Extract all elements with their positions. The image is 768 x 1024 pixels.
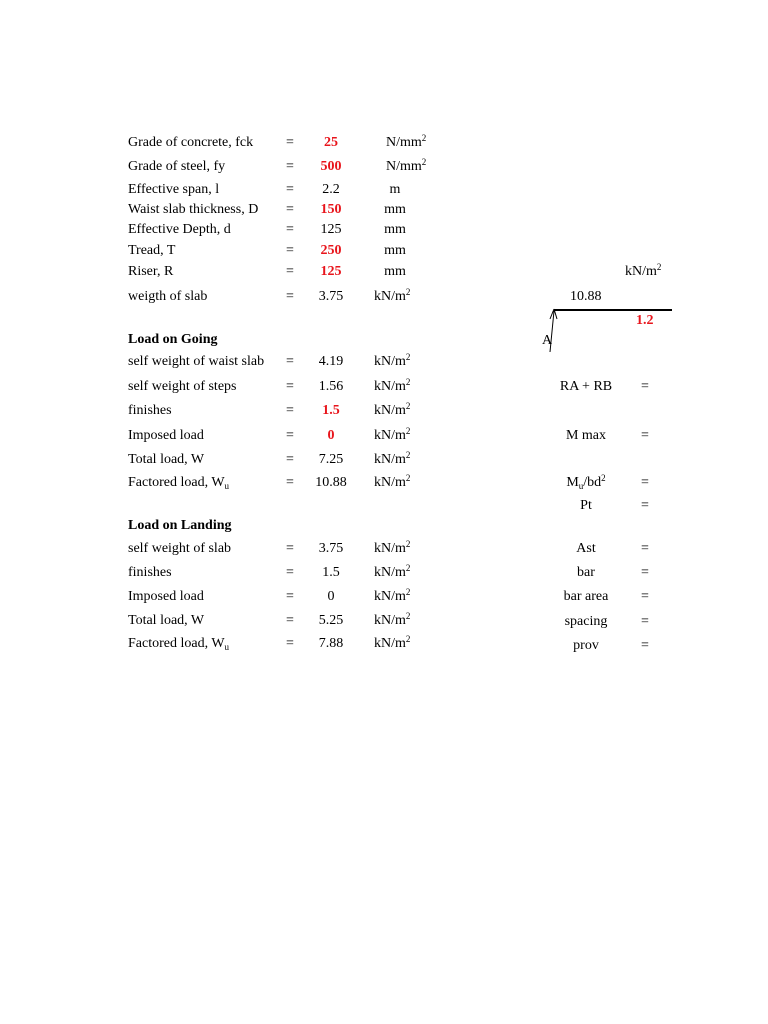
value-imposed-load[interactable]: 0 xyxy=(327,428,335,443)
equals-sign: = xyxy=(286,354,294,369)
value-factored-load[interactable]: 10.88 xyxy=(315,475,347,490)
equals-sign: = xyxy=(641,614,649,629)
equals-sign: = xyxy=(286,613,294,628)
unit-cell: $kN/m^2$ xyxy=(374,401,411,418)
label-bar-area: bar area xyxy=(563,589,609,604)
equals-sign: = xyxy=(641,638,649,653)
label-riser: Riser, R xyxy=(128,264,174,279)
table-row xyxy=(0,450,768,470)
unit-cell: $kN/m^2$ xyxy=(374,539,411,556)
unit-tread: mm xyxy=(384,243,406,258)
equals-sign: = xyxy=(286,589,294,604)
value-total-load[interactable]: 5.25 xyxy=(318,613,344,628)
equals-sign: = xyxy=(286,379,294,394)
unit-cell: $kN/m^2$ xyxy=(374,563,411,580)
equals-sign: = xyxy=(286,159,294,174)
result-row-bar-area xyxy=(0,587,768,607)
label-m-max: M max xyxy=(565,428,607,443)
support-label-a: A xyxy=(542,333,553,348)
value-total-load[interactable]: 7.25 xyxy=(318,452,344,467)
label-prov: prov xyxy=(573,638,599,653)
label-self-weight-waist-slab: self weight of waist slab xyxy=(128,354,265,369)
diagram-load-value: 10.88 xyxy=(570,289,602,304)
value-effective-depth[interactable]: 125 xyxy=(320,222,342,237)
label-pt: Pt xyxy=(580,498,592,513)
unit-riser: mm xyxy=(384,264,406,279)
equals-sign: = xyxy=(286,403,294,418)
equals-sign: = xyxy=(286,565,294,580)
label-spacing: spacing xyxy=(564,614,608,629)
row-grade-of-steel xyxy=(0,157,768,177)
label-weight-of-slab: weigth of slab xyxy=(128,289,208,304)
unit-cell: $kN/m^2$ xyxy=(374,634,411,651)
equals-sign: = xyxy=(286,636,294,651)
value-imposed-load[interactable]: 0 xyxy=(327,589,335,604)
value-fy[interactable]: 500 xyxy=(320,159,342,174)
label-grade-of-concrete: Grade of concrete, fck xyxy=(128,135,254,150)
label-reactions: RA + RB xyxy=(559,379,613,394)
result-row-bar xyxy=(0,563,768,583)
value-self-weight-waist-slab[interactable]: 4.19 xyxy=(318,354,344,369)
unit-cell: $kN/m^2$ xyxy=(374,473,411,490)
equals-sign: = xyxy=(641,379,649,394)
label-bar: bar xyxy=(577,565,595,580)
diagram-unit: $kN/m^2$ xyxy=(625,262,662,279)
label-factored-load: Factored load, $W_u$ xyxy=(128,636,230,652)
table-row xyxy=(0,401,768,421)
label-ast: Ast xyxy=(576,541,596,556)
equals-sign: = xyxy=(286,289,294,304)
equals-sign: = xyxy=(641,541,649,556)
row-effective-span xyxy=(0,180,768,200)
value-finishes[interactable]: 1.5 xyxy=(322,565,340,580)
unit-effective-span: m xyxy=(389,182,401,197)
heading-row-landing xyxy=(0,516,768,536)
row-grade-of-concrete xyxy=(0,133,768,153)
value-self-weight-slab[interactable]: 3.75 xyxy=(318,541,344,556)
equals-sign: = xyxy=(641,475,649,490)
row-tread xyxy=(0,241,768,261)
label-self-weight-steps: self weight of steps xyxy=(128,379,237,394)
label-grade-of-steel: Grade of steel, fy xyxy=(128,159,226,174)
unit-waist-slab-thickness: mm xyxy=(384,202,406,217)
equals-sign: = xyxy=(286,452,294,467)
section-heading-landing: Load on Landing xyxy=(128,518,232,533)
unit-cell: $kN/m^2$ xyxy=(374,377,411,394)
result-row-mmax xyxy=(0,426,768,446)
value-effective-span[interactable]: 2.2 xyxy=(322,182,340,197)
label-finishes: finishes xyxy=(128,403,172,418)
result-row-ast xyxy=(0,539,768,559)
section-heading-going: Load on Going xyxy=(128,332,218,347)
label-tread: Tread, T xyxy=(128,243,176,258)
unit-cell: $kN/m^2$ xyxy=(374,426,411,443)
unit-effective-depth: mm xyxy=(384,222,406,237)
label-self-weight-slab: self weight of slab xyxy=(128,541,232,556)
row-waist-slab-thickness xyxy=(0,200,768,220)
label-imposed-load: Imposed load xyxy=(128,589,204,604)
row-effective-depth xyxy=(0,220,768,240)
equals-sign: = xyxy=(286,243,294,258)
value-finishes[interactable]: 1.5 xyxy=(322,403,340,418)
label-effective-depth: Effective Depth, d xyxy=(128,222,231,237)
unit-cell: $kN/m^2$ xyxy=(374,611,411,628)
unit-cell: $kN/m^2$ xyxy=(374,352,411,369)
result-row-pt xyxy=(0,496,768,516)
equals-sign: = xyxy=(286,541,294,556)
diagram-beam-svg xyxy=(540,300,680,360)
equals-sign: = xyxy=(641,589,649,604)
unit-cell: $kN/m^2$ xyxy=(374,450,411,467)
result-row-spacing xyxy=(0,612,768,632)
value-factored-load[interactable]: 7.88 xyxy=(318,636,344,651)
label-finishes: finishes xyxy=(128,565,172,580)
label-factored-load: Factored load, $W_u$ xyxy=(128,475,230,491)
equals-sign: = xyxy=(286,264,294,279)
value-tread[interactable]: 250 xyxy=(320,243,342,258)
label-mu-bd2: $M_u/bd^2$ xyxy=(566,473,606,491)
label-waist-slab-thickness: Waist slab thickness, D xyxy=(128,202,259,217)
result-row-mu-bd2 xyxy=(0,473,768,493)
equals-sign: = xyxy=(286,182,294,197)
equals-sign: = xyxy=(286,202,294,217)
label-effective-span: Effective span, l xyxy=(128,182,220,197)
label-imposed-load: Imposed load xyxy=(128,428,204,443)
equals-sign: = xyxy=(641,565,649,580)
equals-sign: = xyxy=(641,428,649,443)
equals-sign: = xyxy=(286,222,294,237)
unit-fck: $N/mm^2$ xyxy=(386,133,427,150)
equals-sign: = xyxy=(286,475,294,490)
equals-sign: = xyxy=(286,135,294,150)
value-self-weight-steps[interactable]: 1.56 xyxy=(318,379,344,394)
label-total-load: Total load, W xyxy=(128,452,205,467)
equals-sign: = xyxy=(641,498,649,513)
unit-fy: $N/mm^2$ xyxy=(386,157,427,174)
result-row-prov xyxy=(0,636,768,656)
unit-cell: $kN/m^2$ xyxy=(374,587,411,604)
value-riser[interactable]: 125 xyxy=(320,264,342,279)
value-weight-of-slab[interactable]: 3.75 xyxy=(318,289,344,304)
label-total-load: Total load, W xyxy=(128,613,205,628)
value-fck[interactable]: 25 xyxy=(324,135,338,150)
diagram-span-value: 1.2 xyxy=(636,313,654,328)
value-waist-slab-thickness[interactable]: 150 xyxy=(320,202,342,217)
result-row-reactions xyxy=(0,377,768,397)
equals-sign: = xyxy=(286,428,294,443)
unit-weight-of-slab: $kN/m^2$ xyxy=(374,287,411,304)
